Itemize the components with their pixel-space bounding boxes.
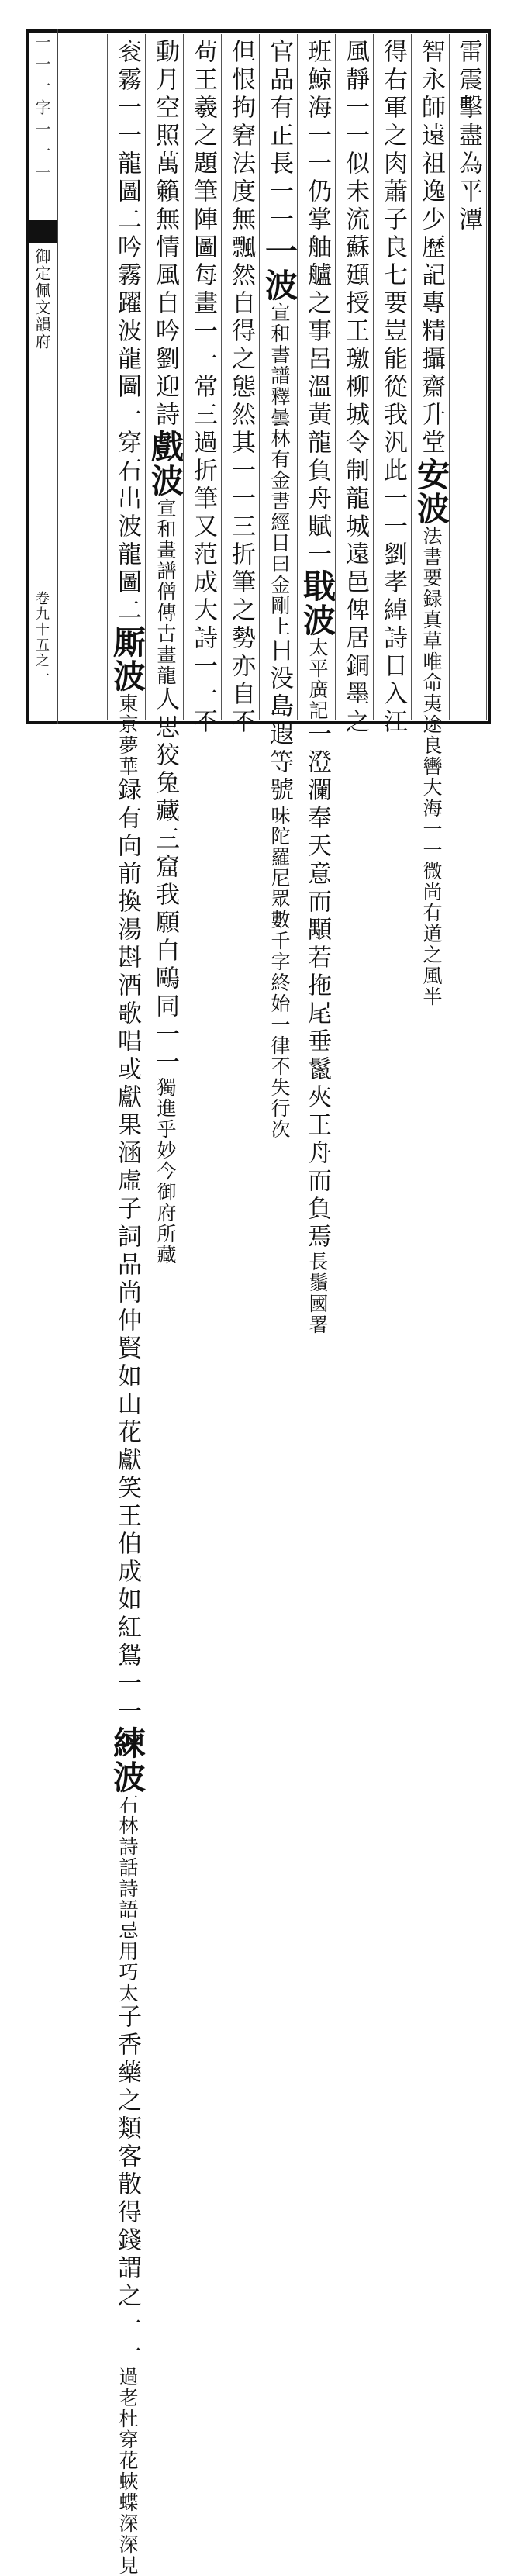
annotation-text: 宣和畫譜僧傳古畫龍: [154, 498, 177, 686]
text-column: [373, 34, 411, 737]
text-body: [91, 34, 487, 2576]
annotation-text: 過老杜穿花蛺蝶深深見: [116, 2367, 139, 2576]
headword: 戢波: [298, 569, 336, 637]
column-text: 苟王羲之題筆陣圖每畫一一常三過折筆又范成大詩一一不: [189, 39, 217, 737]
column-text: 為平潭: [454, 150, 482, 234]
column-text: 動月空照萬籟無情風自吟劉迎詩: [151, 39, 179, 430]
column-text: 風靜一一似未流蘇頲授王璬柳城令制龍城遠邑俾居銅墨之: [341, 39, 369, 737]
annotation-text: 獨進乎妙今御府所藏: [154, 1077, 177, 1266]
annotation-text: 長鬚國署: [306, 1252, 329, 1335]
book-title: 御定佩文韻府: [33, 248, 51, 350]
column-text: 一澄瀾奉天意而顒若拖尾垂鬣夾王舟而負焉: [303, 721, 331, 1252]
fish-tail-mark: [26, 220, 57, 243]
headword: 厮波: [109, 625, 147, 693]
text-column: [297, 34, 336, 1335]
headword: 戲波: [147, 430, 185, 498]
annotation-text: 法書要録: [420, 526, 443, 609]
headword: 練波: [109, 1726, 147, 1794]
text-column: [449, 34, 487, 720]
column-text: 子香藥之類客散得錢謂之一一: [113, 2004, 141, 2367]
column-text: 班鯨海一一仍掌舳艫之事呂溫黃龍負舟賦一: [303, 39, 331, 569]
page-number: 卷九十五之一: [33, 591, 50, 684]
text-column: [107, 34, 147, 2576]
annotation-text: 味陀羅尼眾數千字終始一律不失行次: [268, 805, 291, 1140]
column-text: 但恨拘窘法度無飄然自得之態然其一一三折筆之勢亦自不: [227, 39, 255, 737]
column-text: 衮霧一一龍圖二吟霧躍波龍圖一穿石出波龍圖二: [113, 39, 141, 625]
column-text: 涵虛子詞品尚仲賢如山花獻笑王伯成如紅鴛一一: [113, 1140, 141, 1726]
text-columns: [91, 34, 487, 2576]
text-column: [259, 34, 298, 1140]
text-column: [183, 34, 221, 737]
column-text: 智永師遠祖逸少歷記專精攝齋升堂: [417, 39, 445, 458]
text-column: [335, 34, 373, 737]
column-text: 得右軍之肉蕭子良七要豈能從我汎此一一劉孝綽詩日入江: [379, 39, 407, 737]
annotation-text: 東京夢華: [116, 693, 139, 777]
annotation-text: 真草唯命夷途良轡大海一一微尚有道之風半: [420, 609, 443, 1007]
text-column: [411, 34, 450, 1007]
column-text: 日没島遐等號: [265, 637, 293, 805]
annotation-text: 宣和書譜釋曇林有金書經目曰金剛上: [268, 302, 291, 637]
text-column: [221, 34, 259, 737]
annotation-text: 太平廣記: [306, 637, 329, 721]
column-text: 官品有正長一一: [265, 39, 293, 234]
text-column: [145, 34, 185, 1266]
headword: 安波: [412, 458, 450, 526]
column-text: 人思狡兔藏三窟我願白鷗同一一: [151, 686, 179, 1077]
column-text: 雷震擊盡: [454, 39, 482, 150]
margin-top-marks: 一一一字一一一: [33, 34, 51, 186]
annotation-text: 石林詩話詩語忌用巧太: [116, 1794, 139, 2004]
column-text: 録有向前換湯斟酒歌唱或獻果: [113, 777, 141, 1140]
headword: 一波: [260, 234, 298, 302]
